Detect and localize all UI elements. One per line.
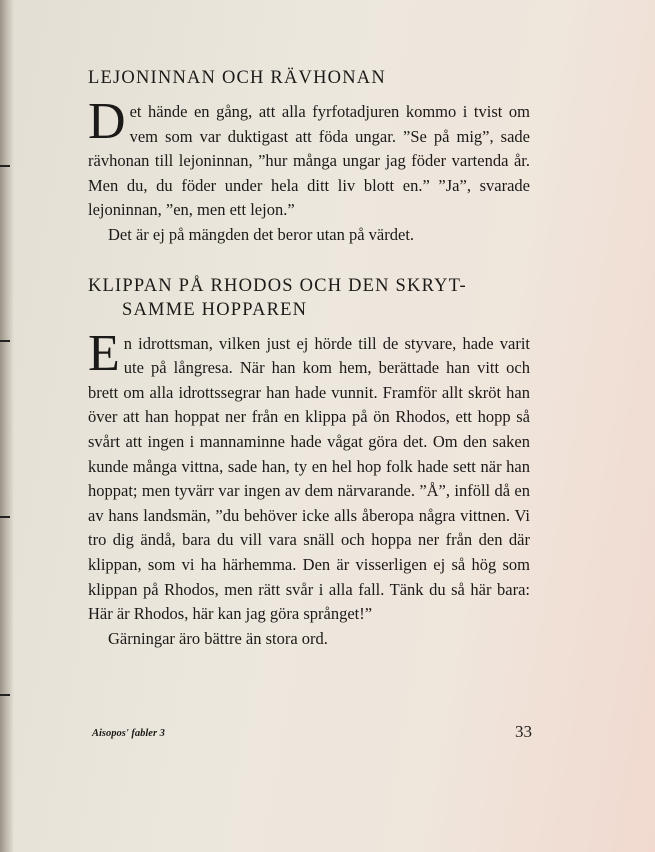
fable-moral: Gärningar äro bättre än stora ord.	[108, 628, 328, 648]
signature-mark: Aisopos' fabler 3	[92, 728, 165, 739]
fable-story	[88, 324, 530, 652]
page-footer	[92, 722, 532, 744]
fable-title: LEJONINNAN OCH RÄVHONAN	[88, 68, 386, 88]
binding-stitch	[0, 165, 10, 167]
fable-body: n idrottsman, vilken just ej hörde till de styvare, hade varit ute på långresa. När han kom hem, berättade han vitt och brett om alla idrottssegrar han hade vunnit. Framför allt skröt han över att han hoppat ner från en klippa på ön Rhodos, ett hopp så svårt att ingen i mannaminne hade vågat göra det. Om den saken kunde många vittna, sade han, ty en hel hop folk hade sett när han hoppat; men tyvärr var ingen av dem närvarande. ”Å”, inföll då en av hans landsmän, ”du behöver icke alls åberopa några vittnen. Vi tro dig ändå, bara du vill vara snäll och hoppa ner från den där klippan, som vi ha härhemma. Den är visserligen ej så hög som klippan på Rhodos, men rätt svår i alla fall. Tänk du så här bara: Här är Rhodos, här kan jag göra språnget!”	[88, 333, 530, 624]
fable-lejoninnan	[88, 66, 530, 248]
drop-cap: E	[88, 324, 120, 382]
fable-title-line1: KLIPPAN PÅ RHODOS OCH DEN SKRYT-	[88, 275, 467, 296]
fable-moral: Det är ej på mängden det beror utan på värdet.	[108, 224, 415, 244]
page-number: 33	[515, 722, 532, 741]
fable-title	[88, 274, 530, 322]
fable-body: et hände en gång, att alla fyrfotadjuren kommo i tvist om vem som var duktigast att föda ungar. ”Se på mig”, sade rävhonan till lejoninnan, ”hur många ungar jag föder vartenda år. Men du, du föder under hela ditt liv blott en.” ”Ja”, svarade lejoninnan, ”en, men ett lejon.”	[88, 102, 530, 220]
fable-title-line2: SAMME HOPPAREN	[122, 299, 308, 320]
book-binding-edge	[0, 0, 14, 852]
page-content	[88, 66, 530, 651]
binding-stitch	[0, 340, 10, 342]
fable-story	[88, 93, 530, 248]
fable-klippan	[88, 274, 530, 652]
binding-stitch	[0, 694, 10, 696]
binding-stitch	[0, 516, 10, 518]
drop-cap: D	[88, 93, 126, 150]
